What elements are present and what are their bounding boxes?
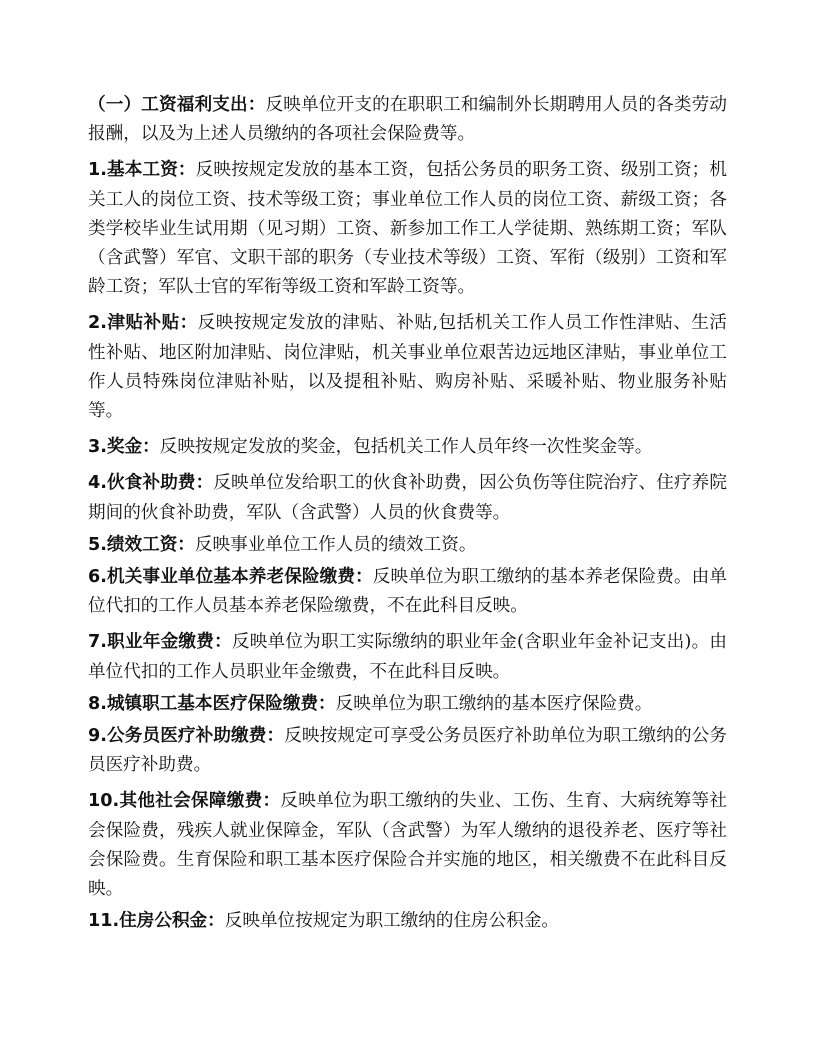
item-civil-servant-medical [88, 722, 727, 780]
section-wage-welfare [88, 91, 727, 149]
item-description: 反映单位为职工实际缴纳的职业年金(含职业年金补记支出)。由单位代扣的工作人员职业年金缴费，不在此科目反映。 [88, 632, 727, 682]
item-term: 7.职业年金缴费： [88, 632, 232, 653]
item-performance-wage [88, 531, 727, 560]
item-description: 反映单位发给职工的伙食补助费，因公负伤等住院治疗、住疗养院期间的伙食补助费，军队（含武警）人员的伙食费等。 [88, 473, 727, 523]
item-meal-subsidy [88, 469, 727, 527]
item-term: 8.城镇职工基本医疗保险缴费： [88, 693, 336, 714]
item-description: 反映按规定发放的津贴、补贴,包括机关工作人员工作性津贴、生活性补贴、地区附加津贴、岗位津贴，机关事业单位艰苦边远地区津贴，事业单位工作人员特殊岗位津贴补贴，以及提租补贴、购房补贴、采暖补贴、物业服务补贴等。 [88, 313, 727, 422]
item-description: 反映单位按规定为职工缴纳的住房公积金。 [224, 911, 560, 932]
item-term: 4.伙食补助费： [88, 473, 214, 494]
item-term: 9.公务员医疗补助缴费： [88, 726, 285, 747]
item-basic-wage [88, 156, 727, 302]
item-term: 5.绩效工资： [88, 534, 195, 555]
item-description: 反映按规定发放的基本工资，包括公务员的职务工资、级别工资；机关工人的岗位工资、技术等级工资；事业单位工作人员的岗位工资、薪级工资；各类学校毕业生试用期（见习期）工资、新参加工作工人学徒期、熟练期工资；军队（含武警）军官、文职干部的职务（专业技术等级）工资、军衔（级别）工资和军龄工资；军队士官的军衔等级工资和军龄工资等。 [88, 160, 727, 298]
item-occupational-annuity [88, 628, 727, 686]
item-medical-insurance [88, 690, 727, 719]
item-description: 反映事业单位工作人员的绩效工资。 [194, 534, 477, 555]
item-description: 反映按规定可享受公务员医疗补助单位为职工缴纳的公务员医疗补助费。 [88, 726, 727, 776]
item-description: 反映单位为职工缴纳的基本养老保险费。由单位代扣的工作人员基本养老保险缴费，不在此科目反映。 [88, 567, 727, 617]
item-description: 反映按规定发放的奖金，包括机关工作人员年终一次性奖金等。 [159, 437, 653, 458]
item-other-social-security [88, 787, 727, 904]
item-allowances [88, 309, 727, 426]
item-housing-fund [88, 907, 727, 936]
item-term: 1.基本工资： [88, 160, 196, 181]
item-term: 11.住房公积金： [88, 911, 225, 932]
item-term: 3.奖金： [88, 437, 160, 458]
item-bonus [88, 433, 727, 462]
item-description: 反映单位为职工缴纳的基本医疗保险费。 [335, 693, 653, 714]
item-description: 反映单位为职工缴纳的失业、工伤、生育、大病统筹等社会保险费，残疾人就业保障金，军队（含武警）为军人缴纳的退役养老、医疗等社会保险费。生育保险和职工基本医疗保险合并实施的地区，相关缴费不在此科目反映。 [88, 791, 727, 900]
item-term: 6.机关事业单位基本养老保险缴费： [88, 567, 373, 588]
section-heading: （一）工资福利支出： [88, 95, 266, 115]
item-term: 2.津贴补贴： [88, 313, 198, 334]
section-description: 反映单位开支的在职职工和编制外长期聘用人员的各类劳动报酬，以及为上述人员缴纳的各项社会保险费等。 [88, 95, 727, 145]
item-term: 10.其他社会保障缴费： [88, 791, 281, 812]
item-pension-insurance [88, 563, 727, 621]
